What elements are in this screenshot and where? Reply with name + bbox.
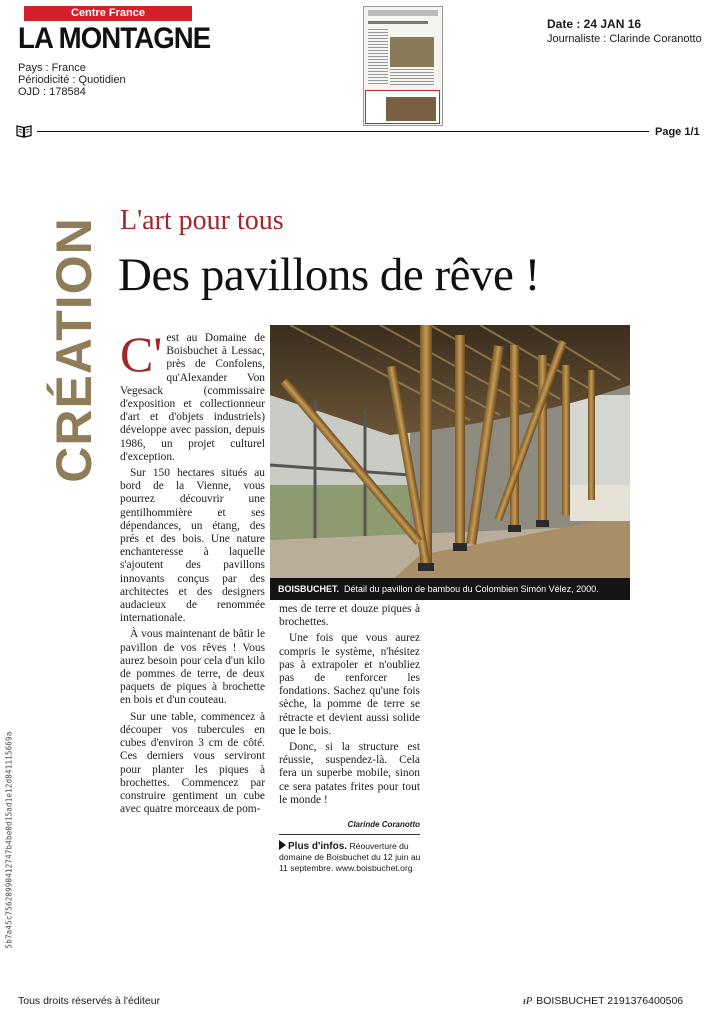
section-label: CRÉATION <box>46 217 102 483</box>
document-id: 5b7a45c75620990412747b4be0d15ad1e12d841115669a <box>4 731 14 949</box>
footer-code <box>523 995 683 1007</box>
article-kicker: L'art pour tous <box>120 205 284 236</box>
meta-country: Pays : France <box>18 62 86 74</box>
drop-cap: C' <box>120 326 163 382</box>
header-rule <box>37 131 649 132</box>
page-thumbnail[interactable] <box>363 6 443 126</box>
thumbnail-article-highlight <box>365 90 440 124</box>
footer-rights: Tous droits réservés à l'éditeur <box>18 995 161 1007</box>
footer-code-text: BOISBUCHET 2191376400506 <box>536 995 684 1007</box>
article-column-1 <box>120 326 265 819</box>
meta-periodicity: Périodicité : Quotidien <box>18 74 126 86</box>
info-lead: Plus d'infos. <box>288 841 348 852</box>
article-byline: Clarinde Coranotto <box>347 820 420 829</box>
arrow-right-icon <box>279 840 286 850</box>
article-headline: Des pavillons de rêve ! <box>118 249 540 301</box>
meta-ojd: OJD : 178584 <box>18 86 86 98</box>
caption-lead: BOISBUCHET. <box>278 584 340 594</box>
info-box <box>279 840 421 874</box>
paragraph: Une fois que vous aurez compris le système, n'hésitez pas à extrapoler et n'oubliez pas de renforcer les fondations. Sachez qu'une fois sèche, la pomme de terre se rétracte et devient aussi solide que le bois. <box>279 632 420 737</box>
caption-text: Détail du pavillon de bambou du Colombien Simón Vélez, 2000. <box>344 584 599 594</box>
paragraph: Donc, si la structure est réussie, suspendez-là. Cela fera un superbe mobile, sinon ce sera patates frites pour tout le monde ! <box>279 741 420 806</box>
newspaper-logo: LA MONTAGNE <box>18 22 211 55</box>
article-photo <box>270 325 630 582</box>
page-number: Page 1/1 <box>655 126 700 138</box>
paragraph: Sur une table, commencez à découper vos tubercules en cubes d'environ 3 cm de côté. Ces derniers vous serviront pour planter les piques à brochettes. Commencez par construire gentiment un cube avec quatre morceaux de pom- <box>120 710 265 816</box>
article-column-2 <box>279 603 420 810</box>
info-divider <box>279 834 420 835</box>
photo-caption <box>270 578 630 600</box>
publication-date: Date : 24 JAN 16 <box>547 17 642 31</box>
brand-top-banner: Centre France <box>24 6 192 21</box>
paragraph: À vous maintenant de bâtir le pavillon de vos rêves ! Vous aurez besoin pour cela d'un kilo de pommes de terre, de deux paquets de piques à brochette en bois et d'un couteau. <box>120 628 265 707</box>
journalist: Journaliste : Clarinde Coranotto <box>547 33 702 45</box>
paragraph: Sur 150 hectares situés au bord de la Vienne, vous pourrez découvrir une gentilhommière et ses dépendances, un étang, des prés et des bois. Une nature enchanteresse à laquelle s'ajoutent des pavillons innovants conçus par des architectes et des designers audacieux de renommée internationale. <box>120 467 265 625</box>
book-icon <box>16 124 32 138</box>
info-text: Réouverture du domaine de Boisbuchet du 12 juin au 11 septembre. www.boisbuchet.org <box>279 841 421 873</box>
publisher-mark: ᵻP <box>523 996 533 1007</box>
paragraph: est au Domaine de Boisbuchet à Lessac, près de Confolens, qu'Alexander Von Vegesack (commissaire d'exposition et collectionneur d'art et d'objets industriels) développe avec passion, depuis 1986, un projet culturel d'exception. <box>120 332 265 463</box>
paragraph: mes de terre et douze piques à brochettes. <box>279 603 420 629</box>
